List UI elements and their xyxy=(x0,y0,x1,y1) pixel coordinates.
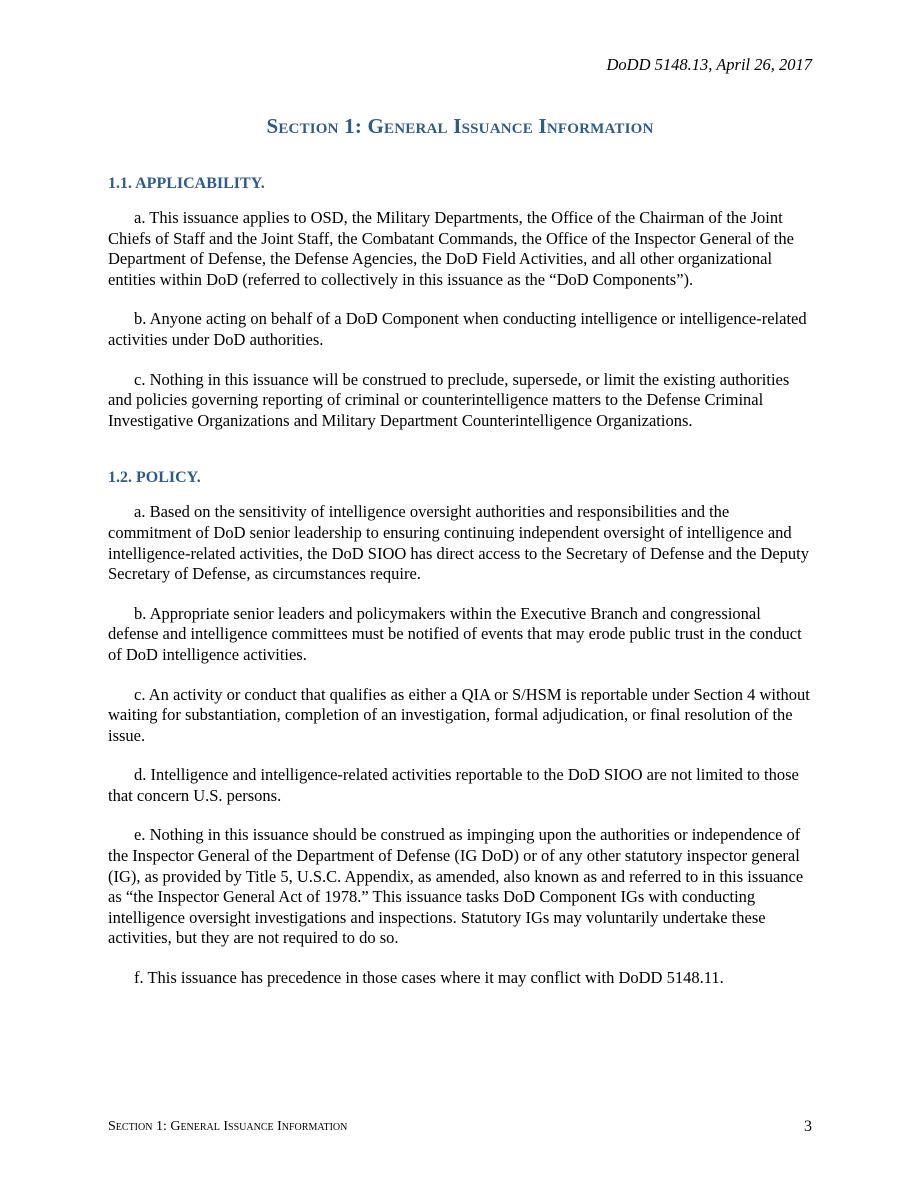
section-title: Section 1: General Issuance Information xyxy=(266,114,654,138)
applicability-heading: 1.1. APPLICABILITY. xyxy=(108,175,265,192)
applicability-paragraph-b: b. Anyone acting on behalf of a DoD Component when conducting intelligence or intelligence-related activities under DoD authorities. xyxy=(108,309,807,349)
document-reference: DoDD 5148.13, April 26, 2017 xyxy=(606,55,812,74)
document-body xyxy=(108,174,812,1008)
policy-paragraph-b: b. Appropriate senior leaders and policymakers within the Executive Branch and congressional defense and intelligence committees must be notified of events that may erode public trust in the conduct of DoD intelligence activities. xyxy=(108,603,802,664)
policy-heading: 1.2. POLICY. xyxy=(108,469,201,487)
applicability-paragraph-a: a. This issuance applies to OSD, the Military Departments, the Office of the Chairman of the Joint Chiefs of Staff and the Joint Staff, the Combatant Commands, the Office of the Inspector General of the Department of Defense, the Defense Agencies, the DoD Field Activities, and all other organizational entities within DoD (referred to collectively in this issuance as the “DoD Components”). xyxy=(108,208,794,289)
page-number: 3 xyxy=(804,1118,812,1135)
policy-paragraph-a: a. Based on the sensitivity of intelligence oversight authorities and responsibilities and the commitment of DoD senior leadership to ensuring continuing independent oversight of intelligence and intelligence-related activities, the DoD SIOO has direct access to the Secretary of Defense and the Deputy Secretary of Defense, as circumstances require. xyxy=(108,502,809,584)
policy-paragraph-e: e. Nothing in this issuance should be construed as impinging upon the authorities or independence of the Inspector General of the Department of Defense (IG DoD) or of any other statutory inspector general (IG), as provided by Title 5, U.S.C. Appendix, as amended, also known as and referred to in this issuance as “the Inspector General Act of 1978.” This issuance tasks DoD Component IGs with conducting intelligence oversight investigations and inspections. Statutory IGs may voluntarily undertake these activities, but they are not required to do so. xyxy=(108,825,804,948)
policy-paragraph-d: d. Intelligence and intelligence-related activities reportable to the DoD SIOO are not limited to those that concern U.S. persons. xyxy=(108,765,799,805)
policy-paragraph-c: c. An activity or conduct that qualifies as either a QIA or S/HSM is reportable under Section 4 without waiting for substantiation, completion of an investigation, formal adjudication, or final resolution of the issue. xyxy=(108,684,810,745)
applicability-paragraph-c: c. Nothing in this issuance will be construed to preclude, supersede, or limit the existing authorities and policies governing reporting of criminal or counterintelligence matters to the Defense Criminal Investigative Organizations and Military Department Counterintelligence Organizations. xyxy=(108,369,790,430)
footer-section-label: Section 1: General Issuance Information xyxy=(108,1119,348,1134)
policy-paragraph-f: f. This issuance has precedence in those cases where it may conflict with DoDD 5148.11. xyxy=(134,968,724,988)
